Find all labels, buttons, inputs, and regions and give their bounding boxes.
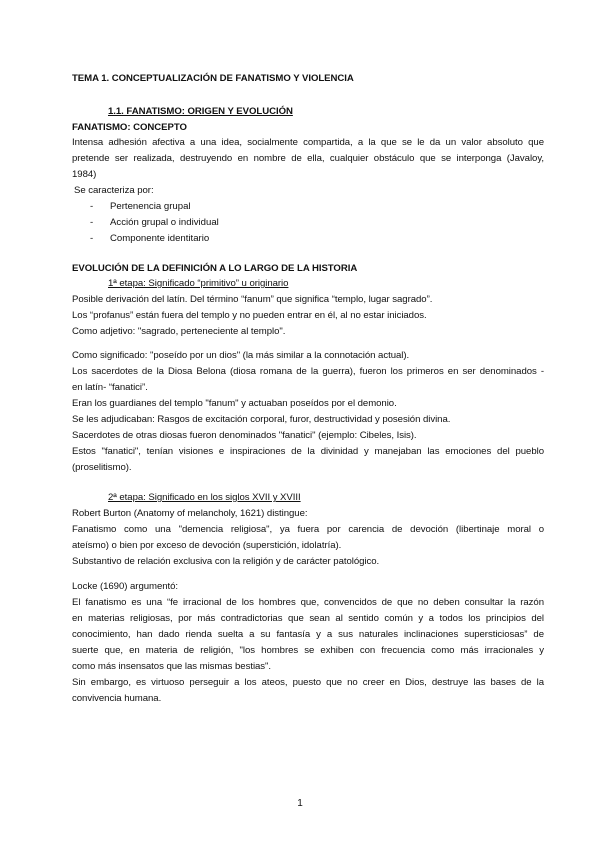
definition-line: 1984) bbox=[72, 169, 97, 180]
definition-line: pretende ser realizada, destruyendo en nombre de ella, cualquier obstáculo que se interponga (Javaloy, bbox=[72, 153, 544, 164]
locke-line: suerte que, en materia de religión, "los hombres se exhiben con frecuencia como más irracionales y bbox=[72, 645, 544, 656]
etapa2-line: Fanatismo como una "demencia religiosa", ya fuera por carencia de devoción (libertinaje moral o bbox=[72, 524, 544, 535]
etapa1-line: Eran los guardianes del templo "fanum" y actuaban poseídos por el demonio. bbox=[72, 398, 397, 409]
etapa1-line: Sacerdotes de otras diosas fueron denominados "fanatici" (ejemplo: Cibeles, Isis). bbox=[72, 430, 417, 441]
bullet-dash: - bbox=[90, 233, 94, 244]
etapa1-line: Como adjetivo: "sagrado, perteneciente al templo". bbox=[72, 326, 286, 337]
locke-line: convivencia humana. bbox=[72, 693, 162, 704]
etapa1-line: Posible derivación del latín. Del término “fanum” que significa “templo, lugar sagrado”. bbox=[72, 294, 433, 305]
locke-line: como más insensatos que las mismas bestias". bbox=[72, 661, 272, 672]
etapa2-line: Robert Burton (Anatomy of melancholy, 1621) distingue: bbox=[72, 508, 308, 519]
etapa1-line: Se les adjudicaban: Rasgos de excitación corporal, furor, destructividad y posesión divina. bbox=[72, 414, 451, 425]
etapa1-line: (proselitismo). bbox=[72, 462, 132, 473]
locke-line: Locke (1690) argumentó: bbox=[72, 581, 179, 592]
etapa1-line: Los “profanus” están fuera del templo y no pueden entrar en él, al no estar iniciados. bbox=[72, 310, 427, 321]
locke-line: conocimiento, han dado rienda suelta a su fantasía y a sus naturales inclinaciones supersticiosas” de bbox=[72, 629, 544, 640]
section-heading-1-1: 1.1. FANATISMO: ORIGEN Y EVOLUCIÓN bbox=[108, 106, 293, 117]
etapa2-heading: 2ª etapa: Significado en los siglos XVII y XVIII bbox=[108, 492, 301, 503]
etapa2-line: ateísmo) o bien por exceso de devoción (superstición, idolatría). bbox=[72, 540, 342, 551]
document-title: TEMA 1. CONCEPTUALIZACIÓN DE FANATISMO Y VIOLENCIA bbox=[72, 73, 354, 84]
bullet-item: Componente identitario bbox=[110, 233, 210, 244]
locke-line: El fanatismo es una “fe irracional de los hombres que, convencidos de que no deben consultar la razón bbox=[72, 597, 544, 608]
definition-line: Intensa adhesión afectiva a una idea, socialmente compartida, a la que se le da un valor absoluto que bbox=[72, 137, 544, 148]
bullet-item: Acción grupal o individual bbox=[110, 217, 219, 228]
etapa2-line: Substantivo de relación exclusiva con la religión y de carácter patológico. bbox=[72, 556, 380, 567]
etapa1-line: en latín- “fanatici”. bbox=[72, 382, 148, 393]
etapa1-heading: 1ª etapa: Significado “primitivo” u originario bbox=[108, 278, 289, 289]
locke-line: Sin embargo, es virtuoso perseguir a los ateos, puesto que no creer en Dios, destruye las bases de la bbox=[72, 677, 544, 688]
locke-line: en materias religiosas, por más contradictorias que sean al sentido común y a todos los principios del bbox=[72, 613, 544, 624]
evolucion-heading: EVOLUCIÓN DE LA DEFINICIÓN A LO LARGO DE LA HISTORIA bbox=[72, 263, 358, 274]
etapa1-line: Los sacerdotes de la Diosa Belona (diosa romana de la guerra), fueron los primeros en ser denominados - bbox=[72, 366, 544, 377]
etapa1-line: Estos "fanatici", tenían visiones e inspiraciones de la divinidad y manejaban las emociones del pueblo bbox=[72, 446, 544, 457]
page-number: 1 bbox=[297, 798, 303, 809]
bullet-dash: - bbox=[90, 201, 94, 212]
bullet-item: Pertenencia grupal bbox=[110, 201, 191, 212]
caracteriza-label: Se caracteriza por: bbox=[74, 185, 154, 196]
etapa1-line: Como significado: "poseído por un dios" (la más similar a la connotación actual). bbox=[72, 350, 410, 361]
bullet-dash: - bbox=[90, 217, 94, 228]
concepto-heading: FANATISMO: CONCEPTO bbox=[72, 122, 187, 133]
